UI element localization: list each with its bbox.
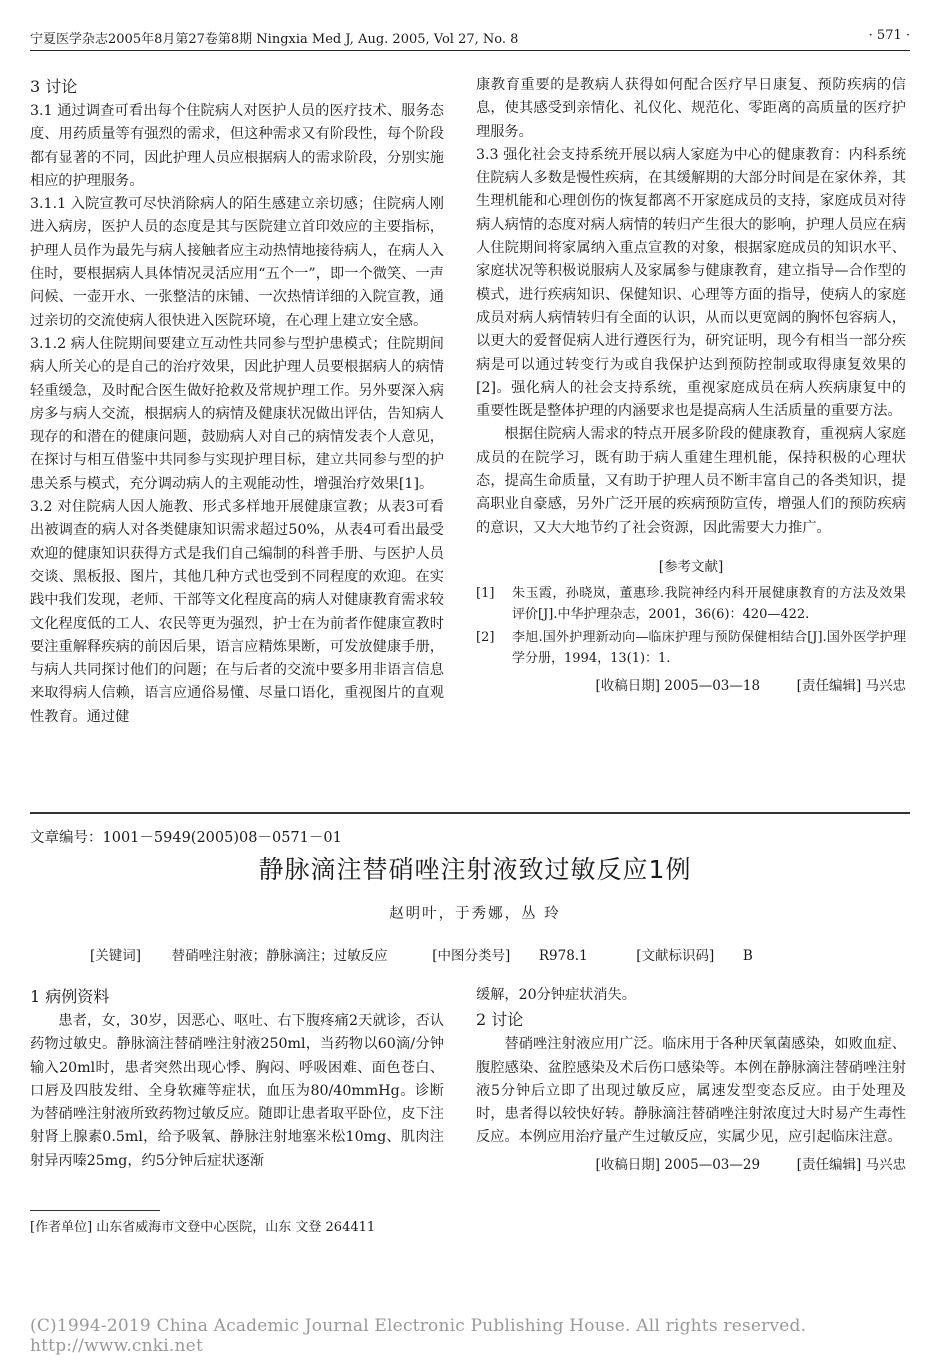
keywords-label: [关键词] <box>90 948 142 964</box>
clc-label: [中图分类号] <box>432 948 511 964</box>
article2-right-column <box>476 984 906 1177</box>
article-title: 静脉滴注替硝唑注射液致过敏反应1例 <box>258 855 692 884</box>
case-paragraph: 患者，女，30岁，因恶心、呕吐、右下腹疼痛2天就诊，否认药物过敏史。静脉滴注替硝唑注射液250ml，当药物以60滴/分钟输入20ml时，患者突然出现心悸、胸闷、呼吸困难、面色苍白、口唇及四肢发绀、全身软瘫等症状，血压为80/40mmHg。诊断为替硝唑注射液所致药物过敏反应。随即让患者取平卧位，皮下注射肾上腺素0.5ml，给予吸氧、静脉注射地塞米松10mg、肌肉注射异丙嗪25mg，约5分钟后症状逐渐 <box>30 1013 444 1169</box>
keywords-line <box>90 944 753 964</box>
paragraph-3-1-2: 3.1.2 病人住院期间要建立互动性共同参与型护患模式；住院期间病人所关心的是自己的治疗效果，因此护理人员要根据病人的病情轻重缓急，及时配合医生做好抢救及常规护理工作。另外要深入病房多与病人交流，根据病人的病情及健康状况做出评估，告知病人现存的和潜在的健康问题，鼓励病人对自己的病情发表个人意见，在探讨与相互借鉴中共同参与实现护理目标，建立共同参与型的护患关系与模式，充分调动病人的主观能动性，增强治疗效果[1]。 <box>30 335 444 492</box>
keywords-value: 替硝唑注射液；静脉滴注；过敏反应 <box>171 948 388 964</box>
doc-code-label: [文献标识码] <box>636 948 715 964</box>
article-number: 文章编号：1001－5949(2005)08－0571－01 <box>30 830 342 846</box>
article-divider <box>30 812 910 814</box>
paragraph-3-3: 3.3 强化社会支持系统开展以病人家庭为中心的健康教育：内科系统住院病人多数是慢性疾病，在其缓解期的大部分时间是在家休养，其生理机能和心理创伤的恢复都离不开家庭成员的支持，家庭成员对待病人病情的态度对病人病情的转归产生很大的影响，护理人员应在病人住院期间将家属纳入重点宣教的对象，根据家庭成员的知识水平、家庭状况等积极说服病人及家属参与健康教育，建立指导—合作型的模式，进行疾病知识、保健知识、心理等方面的指导，使病人的家庭成员对病人病情转归有全面的认识，从而以更宽阔的胸怀包容病人，以更大的爱督促病人进行遵医行为，研究证明，现今有相当一部分疾病是可以通过转变行为或自我保护达到预防控制或取得康复效果的[2]。强化病人的社会支持系统，重视家庭成员在病人疾病康复中的重要性既是整体护理的内涵要求也是提高病人生活质量的重要方法。 <box>476 146 906 420</box>
reference-number: [1] <box>476 586 495 602</box>
article1-left-column <box>30 74 444 729</box>
case-paragraph-continued: 缓解，20分钟症状消失。 <box>476 987 636 1003</box>
section-heading-discussion-2: 2 讨论 <box>476 1010 524 1030</box>
section-heading-discussion: 3 讨论 <box>30 77 78 96</box>
article1-received-line <box>476 675 906 698</box>
paragraph-3-1: 3.1 通过调查可看出每个住院病人对医护人员的医疗技术、服务态度、用药质量等有强烈的需求，但这种需求又有阶段性，每个阶段都有显著的不同，因此护理人员应根据病人的需求阶段，分别实施相应的护理服务。 <box>30 103 444 189</box>
article2-received-line <box>476 1154 906 1177</box>
journal-info: 宁夏医学杂志2005年8月第27卷第8期 Ningxia Med J, Aug. 2005, Vol 27, No. 8 <box>30 32 519 47</box>
responsible-editor: [责任编辑] 马兴忠 <box>796 678 906 695</box>
discussion-paragraph: 替硝唑注射液应用广泛。临床用于各种厌氧菌感染，如败血症、腹腔感染、盆腔感染及术后伤口感染等。本例在静脉滴注替硝唑注射液5分钟后立即了出现过敏反应，属速发型变态反应。由于处理及时，患者得以较快好转。静脉滴注替硝唑注射浓度过大时易产生毒性反应。本例应用治疗量产生过敏反应，实属少见，应引起临床注意。 <box>476 1036 906 1146</box>
running-header <box>30 28 910 47</box>
article1-right-column <box>476 74 906 699</box>
references-list <box>476 583 906 669</box>
author-affiliation-footnote: [作者单位] 山东省威海市文登中心医院，山东 文登 264411 <box>30 1220 376 1235</box>
copyright-watermark: (C)1994-2019 China Academic Journal Electronic Publishing House. All rights reserved. http://www.cnki.net <box>30 1316 807 1356</box>
reference-text: 朱玉霞，孙晓岚，董惠珍.我院神经内科开展健康教育的方法及效果评价[J].中华护理杂志，2001，36(6)：420—422. <box>512 586 906 623</box>
page-number: · 571 · <box>868 28 910 43</box>
reference-text: 李旭.国外护理新动向—临床护理与预防保健相结合[J].国外医学护理学分册，1994，13(1)：1. <box>512 630 906 667</box>
section-heading-case: 1 病例资料 <box>30 987 110 1006</box>
paragraph-3-2-continued: 康教育重要的是教病人获得如何配合医疗早日康复、预防疾病的信息，使其感受到亲情化、礼仪化、规范化、零距离的高质量的医疗护理服务。 <box>476 77 906 140</box>
received-date-2: [收稿日期] 2005—03—29 <box>595 1156 761 1173</box>
reference-item <box>476 583 906 625</box>
responsible-editor-2: [责任编辑] 马兴忠 <box>796 1156 906 1173</box>
reference-number: [2] <box>476 630 495 646</box>
article2-left-column <box>30 984 444 1173</box>
authors: 赵明叶，于秀娜，丛 玲 <box>389 906 561 922</box>
doc-code-value: B <box>742 948 753 964</box>
paragraph-conclusion: 根据住院病人需求的特点开展多阶段的健康教育，重视病人家庭成员的在院学习，既有助于病人重建生理机能，保持积极的心理状态，提高生命质量，又有助于护理人员不断丰富自己的各类知识，提高职业自豪感，另外广泛开展的疾病预防宣传，增强人们的预防疾病的意识，又大大地节约了社会资源，因此需要大力推广。 <box>476 426 906 536</box>
header-rule <box>30 50 910 51</box>
paragraph-3-2: 3.2 对住院病人因人施教、形式多样地开展健康宣教；从表3可看出被调查的病人对各类健康知识需求超过50%，从表4可看出最受欢迎的健康知识获得方式是我们自己编制的科普手册、与医护人员交谈、黑板报、图片，其他几种方式也受到不同程度的欢迎。在实践中我们发现，老师、干部等文化程度高的病人对健康教育需求较文化程度低的工人、农民等更为强烈，护士在为前者作健康宣教时要注重解释疾病的前因后果，语言应精炼果断，可发放健康手册，与病人共同探讨他们的问题；在与后者的交流中要多用非语言信息来取得病人信赖，语言应通俗易懂、尽量口语化，重视图片的直观性教育。通过健 <box>30 499 444 725</box>
references-title: [参考文献] <box>658 558 724 575</box>
received-date: [收稿日期] 2005—03—18 <box>595 678 761 695</box>
clc-value: R978.1 <box>538 948 588 964</box>
footnote-rule <box>30 1210 160 1211</box>
paragraph-3-1-1: 3.1.1 入院宣教可尽快消除病人的陌生感建立亲切感；住院病人刚进入病房，医护人员的态度是其与医院建立首印效应的主要指标，护理人员作为最先与病人接触者应主动热情地接待病人，在病人入住时，要根据病人具体情况灵活应用“五个一”，即一个微笑、一声问候、一壶开水、一张整洁的床铺、一次热情详细的入院宣教，通过亲切的交流使病人很快进入医院环境，在心理上建立安全感。 <box>30 196 444 329</box>
reference-item <box>476 627 906 669</box>
